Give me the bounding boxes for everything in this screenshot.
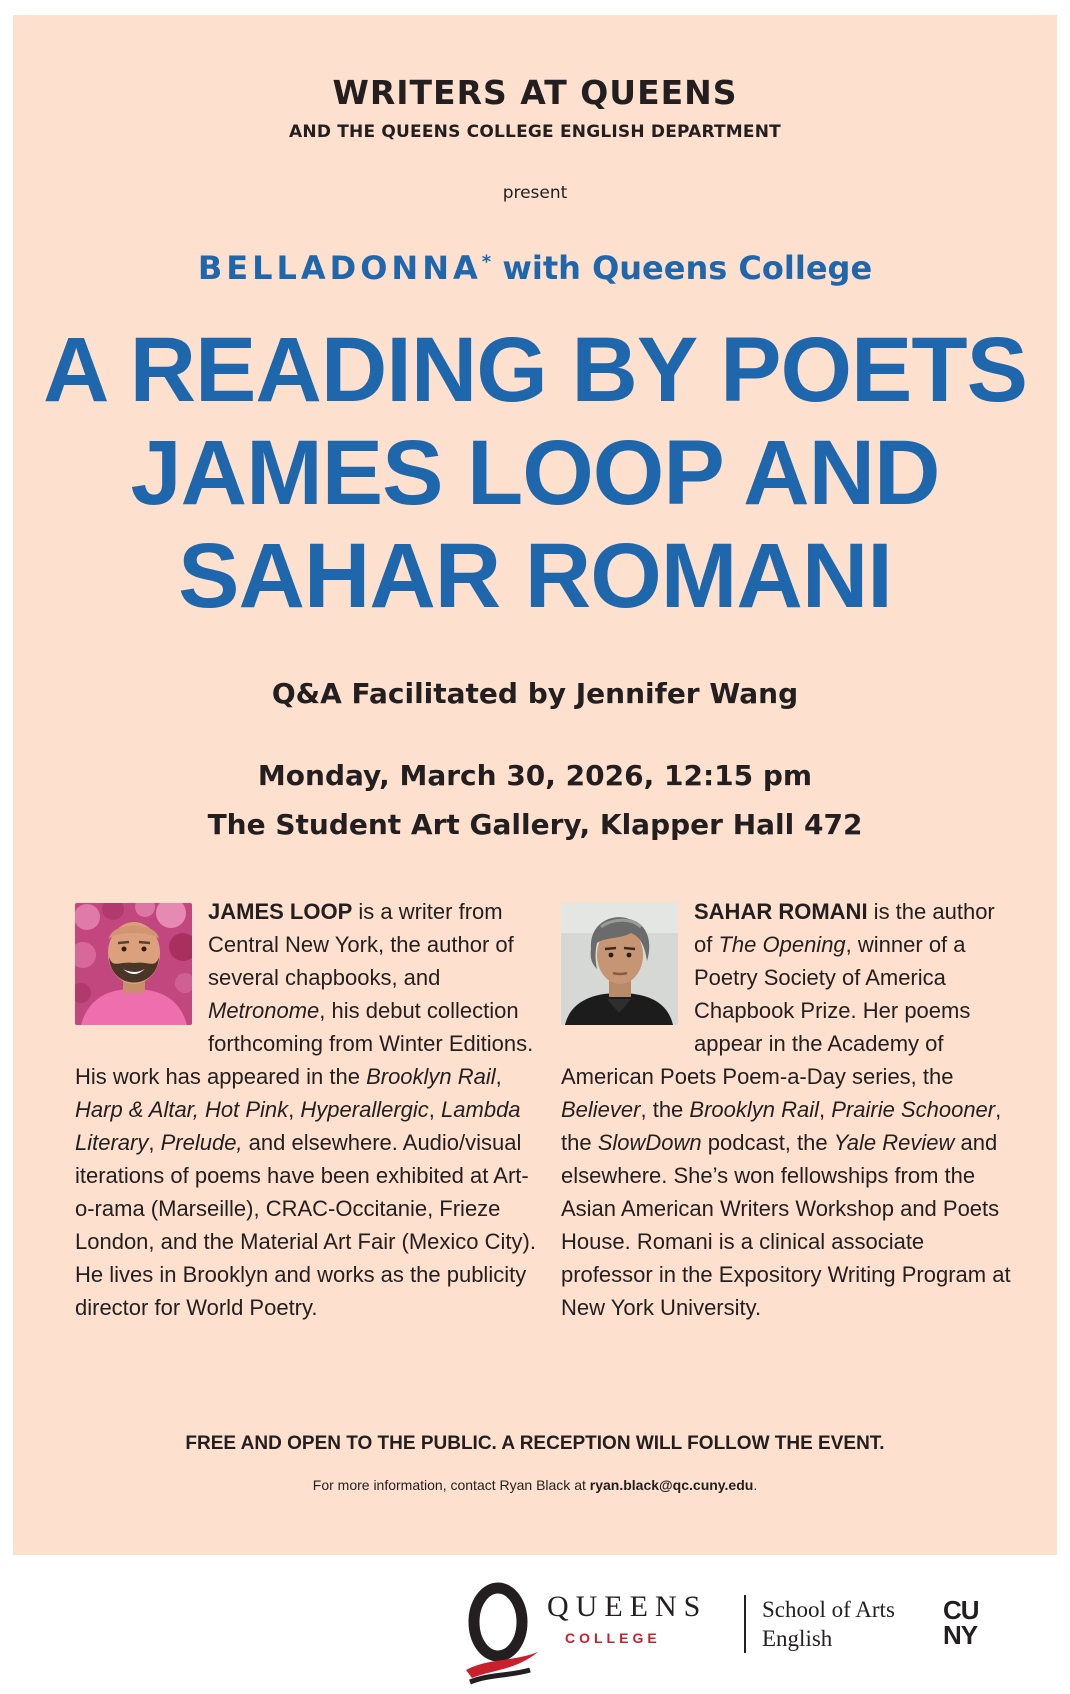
event-title [13, 319, 1057, 628]
contact-suffix: . [753, 1477, 758, 1493]
contact-email-link[interactable]: ryan.black@qc.cuny.edu [589, 1477, 754, 1493]
contact-prefix: For more information, contact Ryan Black at [312, 1477, 590, 1493]
bio-text: , [495, 1064, 502, 1089]
bio-title: The Opening [718, 932, 846, 957]
bio-text: and elsewhere. Audio/visual iterations of poems have been exhibited at Art-o-rama (Marseille), CRAC-Occitanie, Frieze London, and the Material Art Fair (Mexico City). He lives in Brooklyn and works as the publicity director for World Poetry. [75, 1130, 536, 1320]
bio-sahar-romani [561, 895, 1013, 1324]
bio-text: , his debut collection forthcoming from Winter Editions. His work has appeared in the [75, 998, 534, 1089]
bio-title: Metronome [208, 998, 320, 1023]
bio-title: Brooklyn Rail [366, 1064, 496, 1089]
bio-text: is a writer from Central New York, the author of several chapbooks, and [208, 899, 514, 990]
sahar-romani-photo [561, 903, 678, 1025]
series-partner: with Queens College [491, 249, 873, 287]
bio-text: , the [640, 1097, 690, 1122]
school-name: School of Arts [762, 1597, 895, 1622]
event-title-line: A READING BY POETS [43, 319, 1027, 421]
bio-text: , the [561, 1097, 1002, 1155]
present-label: present [502, 183, 568, 203]
bio-title: Brooklyn Rail [689, 1097, 820, 1122]
bio-title: Hyperallergic [300, 1097, 429, 1122]
logo-footer [0, 1555, 1070, 1694]
qa-facilitator: Q&A Facilitated by Jennifer Wang [271, 677, 799, 710]
bio-text: podcast, the [701, 1130, 834, 1155]
event-venue: The Student Art Gallery, Klapper Hall 472 [207, 808, 863, 841]
cuny-logo-line: CU [943, 1595, 979, 1625]
bio-james-loop [75, 895, 537, 1324]
bio-text: is the author of [694, 899, 995, 957]
organizer-heading: WRITERS AT QUEENS [332, 73, 738, 112]
school-of-arts-label [762, 1595, 895, 1653]
bio-name: SAHAR ROMANI [694, 899, 868, 924]
series-name: BELLADONNA [197, 249, 482, 287]
contact-info [13, 1477, 1057, 1493]
queens-wordmark: QUEENS [547, 1590, 708, 1623]
queens-college-q-logo [460, 1578, 540, 1694]
event-title-line: JAMES LOOP AND [130, 422, 940, 524]
series-asterisk: * [481, 251, 492, 273]
department-name: English [762, 1626, 833, 1651]
bio-title: Prelude, [160, 1130, 243, 1155]
bio-text: , [819, 1097, 832, 1122]
logo-divider [744, 1595, 746, 1653]
bio-title: SlowDown [597, 1130, 702, 1155]
college-wordmark: COLLEGE [565, 1630, 661, 1646]
co-organizer-heading: AND THE QUEENS COLLEGE ENGLISH DEPARTMENT [289, 122, 781, 142]
bio-name: JAMES LOOP [208, 899, 353, 924]
bio-title: Believer [561, 1097, 641, 1122]
bio-title: Prairie Schooner [831, 1097, 996, 1122]
free-admission-note: FREE AND OPEN TO THE PUBLIC. A RECEPTION WILL FOLLOW THE EVENT. [185, 1433, 885, 1454]
bio-text: , winner of a Poetry Society of America Chapbook Prize. Her poems appear in the Academy of American Poets Poem-a-Day series, the [561, 932, 971, 1089]
event-datetime: Monday, March 30, 2026, 12:15 pm [257, 759, 813, 792]
bio-text: , [148, 1130, 161, 1155]
james-loop-photo [75, 903, 192, 1025]
bio-text: and elsewhere. She’s won fellowships from the Asian American Writers Workshop and Poets House. Romani is a clinical associate professor in the Expository Writing Program at New York University. [561, 1130, 1011, 1320]
bio-text: , [428, 1097, 442, 1122]
cuny-logo [943, 1595, 979, 1650]
bio-title: Yale Review [833, 1130, 955, 1155]
bio-title: Lambda Literary [75, 1097, 521, 1155]
bio-text: , [288, 1097, 301, 1122]
event-title-line: SAHAR ROMANI [178, 525, 892, 627]
cuny-logo-line: NY [943, 1620, 978, 1650]
series-heading [13, 249, 1057, 287]
bio-title: Harp & Altar, Hot Pink [75, 1097, 289, 1122]
event-poster [13, 15, 1057, 1555]
